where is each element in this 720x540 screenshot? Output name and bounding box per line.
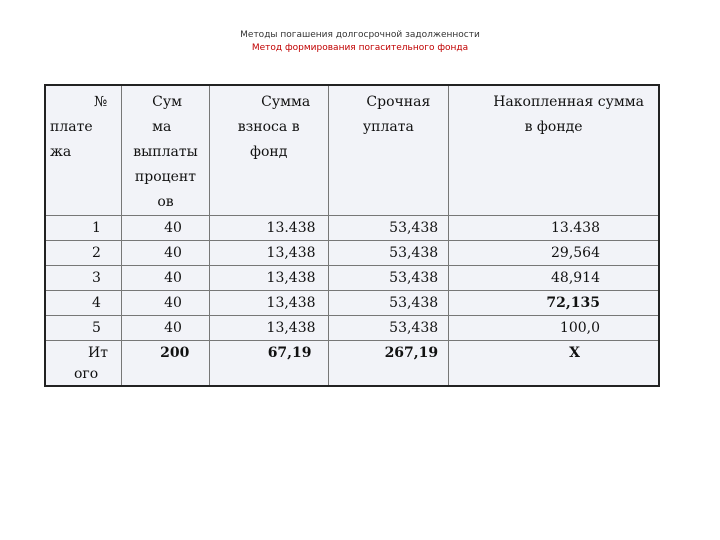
page-title: Методы погашения долгосрочной задолженности	[240, 30, 480, 40]
table-row	[45, 216, 659, 241]
cell-total-contribution: 67,19	[209, 341, 328, 387]
table-row	[45, 266, 659, 291]
table-row	[45, 291, 659, 316]
table-total-row	[45, 341, 659, 387]
cell-payment: 53,438	[328, 266, 449, 291]
header-interest-sum: Сум ма выплаты процент ов	[122, 85, 210, 216]
cell-number: 2	[45, 241, 122, 266]
cell-contribution: 13,438	[209, 266, 328, 291]
header-fund-contribution: Сумма взноса в фонд	[209, 85, 328, 216]
header-payment-number: № плате жа	[45, 85, 122, 216]
cell-accumulated: 72,135	[449, 291, 659, 316]
cell-contribution: 13.438	[209, 216, 328, 241]
header-payment: Срочная уплата	[328, 85, 449, 216]
cell-contribution: 13,438	[209, 291, 328, 316]
cell-number: 5	[45, 316, 122, 341]
cell-accumulated: 48,914	[449, 266, 659, 291]
page-subtitle: Метод формирования погасительного фонда	[251, 43, 469, 53]
table-header-row	[45, 85, 659, 216]
header-accumulated-sum: Накопленная сумма в фонде	[449, 85, 659, 216]
cell-payment: 53,438	[328, 216, 449, 241]
cell-total-interest: 200	[122, 341, 210, 387]
cell-number: 1	[45, 216, 122, 241]
cell-interest: 40	[122, 316, 210, 341]
cell-interest: 40	[122, 216, 210, 241]
cell-accumulated: 13.438	[449, 216, 659, 241]
repayment-table	[44, 84, 660, 387]
cell-interest: 40	[122, 291, 210, 316]
cell-total-accumulated: Х	[449, 341, 659, 387]
cell-contribution: 13,438	[209, 316, 328, 341]
cell-interest: 40	[122, 241, 210, 266]
cell-payment: 53,438	[328, 241, 449, 266]
cell-payment: 53,438	[328, 316, 449, 341]
cell-contribution: 13,438	[209, 241, 328, 266]
table-row	[45, 241, 659, 266]
cell-accumulated: 29,564	[449, 241, 659, 266]
cell-total-payment: 267,19	[328, 341, 449, 387]
cell-number: 3	[45, 266, 122, 291]
cell-accumulated: 100,0	[449, 316, 659, 341]
cell-number: 4	[45, 291, 122, 316]
table-row	[45, 316, 659, 341]
cell-total-label: Ит ого	[45, 341, 122, 387]
cell-interest: 40	[122, 266, 210, 291]
cell-payment: 53,438	[328, 291, 449, 316]
